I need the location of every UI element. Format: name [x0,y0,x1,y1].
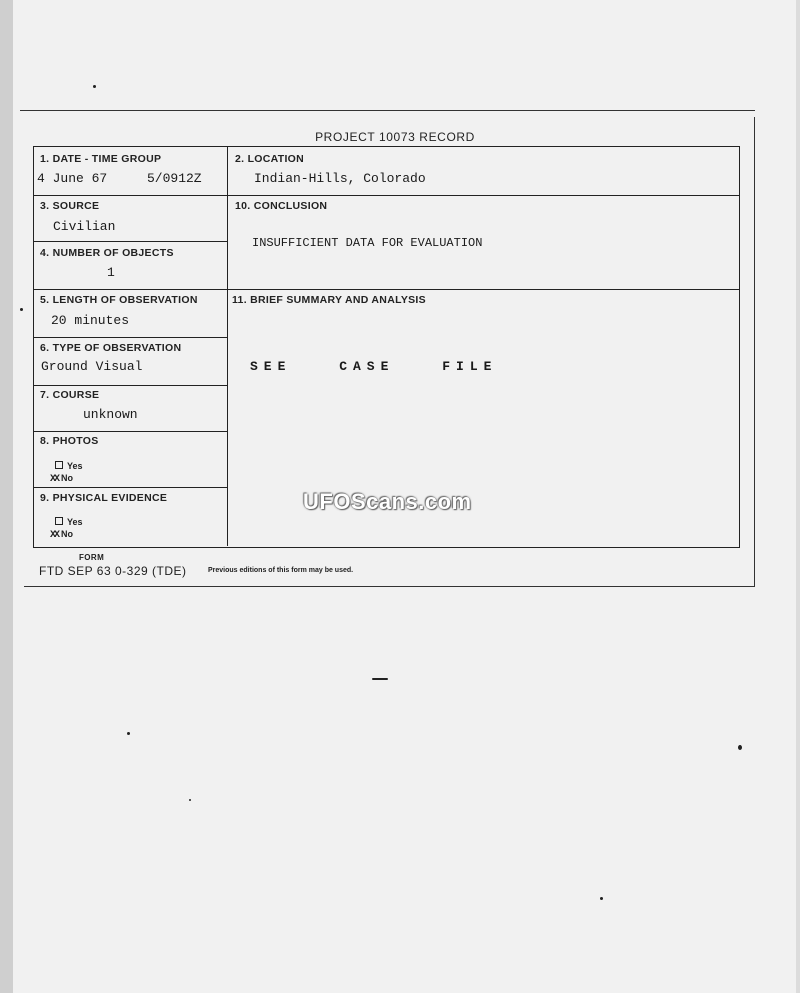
scan-speck [93,85,96,88]
photos-label: 8. PHOTOS [40,435,99,447]
number-of-objects-label: 4. NUMBER OF OBJECTS [40,247,174,259]
card-bottom-rule [24,586,755,587]
course-label: 7. COURSE [40,389,100,401]
scan-speck [189,799,191,801]
date-value: 4 June 67 [37,171,108,186]
scan-speck [738,745,742,750]
type-of-observation-label: 6. TYPE OF OBSERVATION [40,342,182,354]
scan-left-edge [0,0,13,993]
course-value: unknown [83,407,138,422]
row-divider-3 [34,241,227,242]
row-divider-8 [34,487,227,488]
photos-yes-option [55,461,83,471]
summary-label: 11. BRIEF SUMMARY AND ANALYSIS [232,294,426,306]
source-label: 3. SOURCE [40,200,100,212]
physical-evidence-label: 9. PHYSICAL EVIDENCE [40,492,168,504]
row-divider-1 [34,195,739,196]
row-divider-6 [34,385,227,386]
footer-form-word: FORM [79,553,105,562]
checkbox-icon [55,517,63,525]
watermark: UFOScans.com [303,489,472,514]
checkbox-icon [55,461,63,469]
conclusion-label: 10. CONCLUSION [235,200,328,212]
location-value: Indian-Hills, Colorado [254,171,426,186]
scan-right-edge [796,0,800,993]
physical-evidence-no-option [50,529,73,541]
number-of-objects-value: 1 [107,265,115,280]
source-value: Civilian [53,219,116,234]
photos-yes-label: Yes [67,461,83,471]
conclusion-value: INSUFFICIENT DATA FOR EVALUATION [252,236,483,250]
footer-note: Previous editions of this form may be used. [208,567,354,574]
photos-no-mark: XX [50,474,59,485]
row-divider-4 [34,289,739,290]
physical-evidence-no-mark: XX [50,530,59,541]
type-of-observation-value: Ground Visual [41,359,143,374]
photos-no-option [50,473,73,485]
scan-speck [20,308,23,311]
summary-value: SEE CASE FILE [250,359,498,374]
card-right-rule [754,117,755,587]
record-form [33,146,740,548]
physical-evidence-yes-option [55,517,83,527]
column-divider [227,147,228,546]
scan-speck [372,678,388,680]
length-of-observation-value: 20 minutes [51,313,130,328]
physical-evidence-yes-label: Yes [67,517,83,527]
scan-speck [600,897,603,900]
row-divider-5 [34,337,227,338]
scan-speck [127,732,130,735]
location-label: 2. LOCATION [235,153,305,165]
length-of-observation-label: 5. LENGTH OF OBSERVATION [40,294,198,306]
time-value: 5/0912Z [147,171,202,186]
footer-form-id: FTD SEP 63 0-329 (TDE) [39,564,187,578]
physical-evidence-no-label: No [61,529,74,539]
photos-no-label: No [61,473,74,483]
card-top-rule [20,110,755,111]
form-title: PROJECT 10073 RECORD [315,130,475,144]
row-divider-7 [34,431,227,432]
date-time-label: 1. DATE - TIME GROUP [40,153,162,165]
